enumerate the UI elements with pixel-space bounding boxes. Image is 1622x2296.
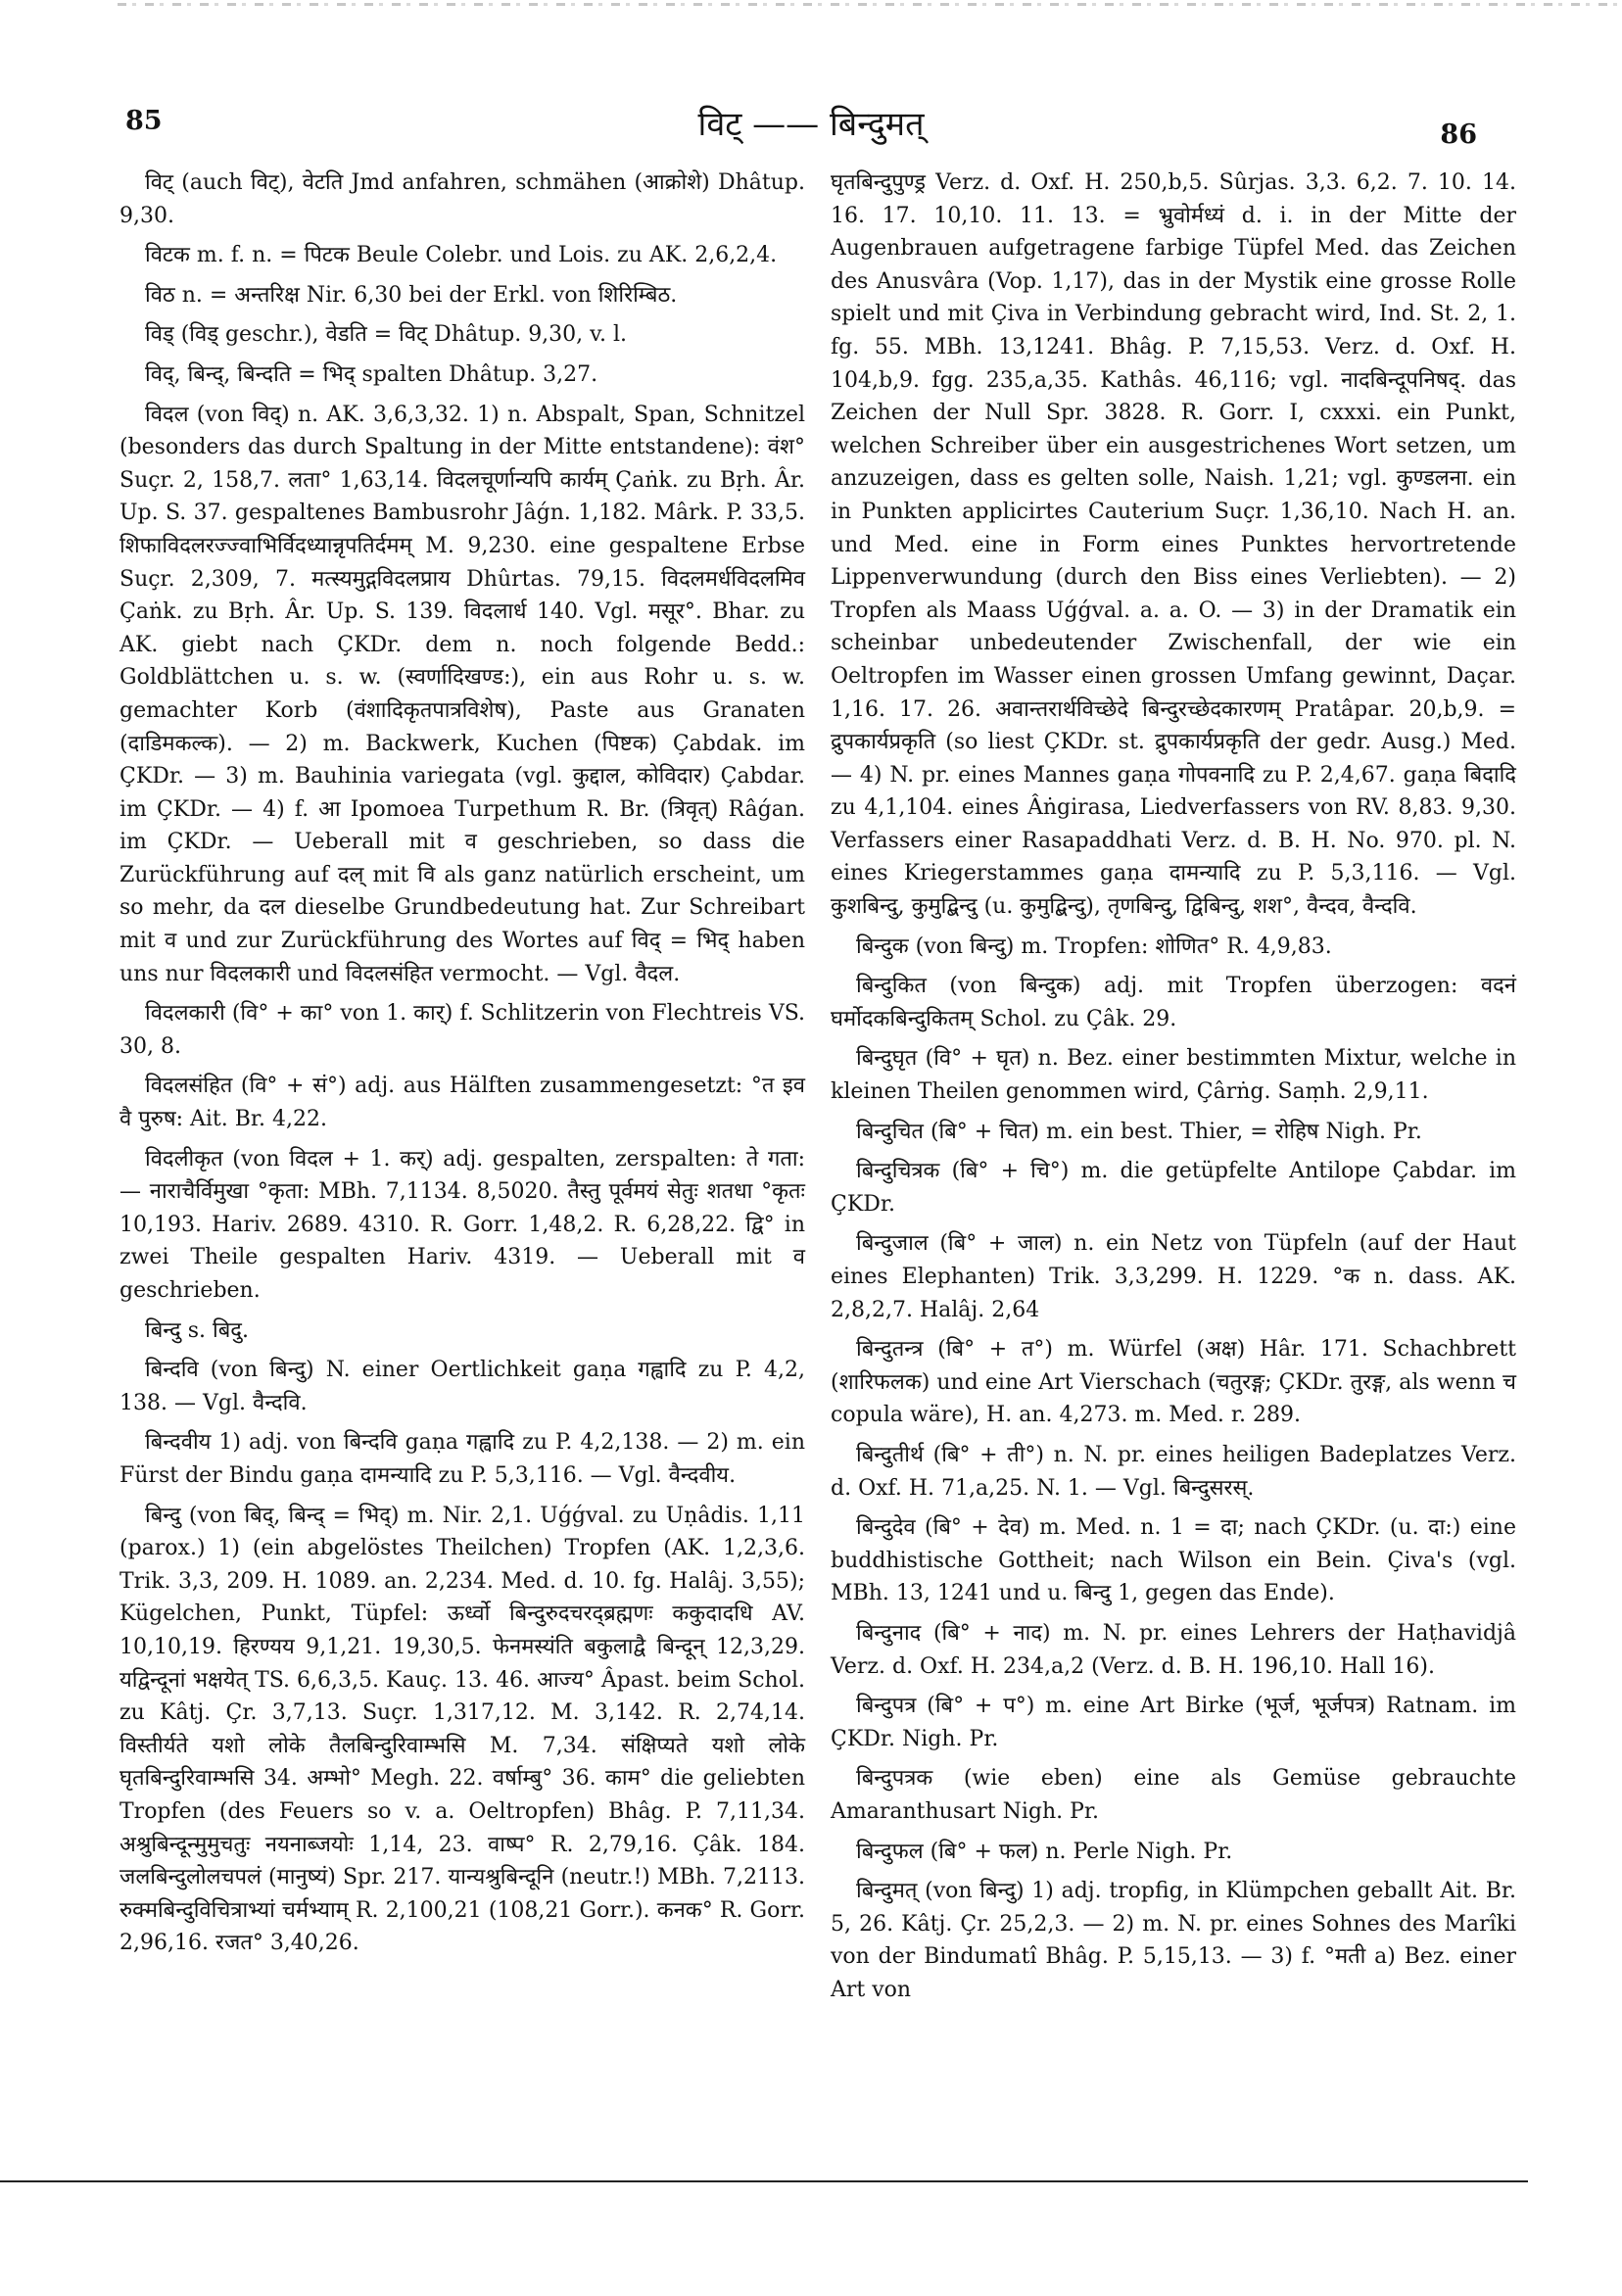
dictionary-entry: बिन्दुघृत (वि° + घृत) n. Bez. einer bestimmten Mixtur, welche in kleinen Theilen genommen wird, Çârṅg. Saṃh. 2,9,11. bbox=[831, 1046, 1516, 1105]
dictionary-entry: विठ n. = अन्तरिक्ष Nir. 6,30 bei der Erkl. von शिरिम्बिठ. bbox=[145, 282, 678, 308]
dictionary-entry: बिन्दुपत्र (बि° + प°) m. eine Art Birke (भूर्ज, भूर्जपत्र) Ratnam. im ÇKDr. Nigh. Pr. bbox=[831, 1694, 1516, 1751]
dictionary-entry: बिन्दवीय 1) adj. von बिन्दवि gaṇa गह्वादि zu P. 4,2,138. — 2) m. ein Fürst der Bindu gaṇa दामन्यादि zu P. 5,3,116. — Vgl. वैन्दवीय. bbox=[119, 1430, 805, 1488]
dictionary-entry: बिन्दुदेव (बि° + देव) m. Med. n. 1 = दा; nach ÇKDr. (u. दा:) eine buddhistische Gottheit; nach Wilson ein Bein. Çiva's (vgl. MBh. 13, 1241 und u. बिन्दु 1, gegen das Ende). bbox=[831, 1515, 1516, 1606]
dictionary-entry: बिन्दुजाल (बि° + जाल) n. ein Netz von Tüpfeln (auf der Haut eines Elephanten) Trik. 3,3,299. H. 1229. °क n. dass. AK. 2,8,2,7. Halâj. 2,64 bbox=[831, 1231, 1516, 1322]
dictionary-entry: घृतबिन्दुपुण्ड्र Verz. d. Oxf. H. 250,b,5. Sûrjas. 3,3. 6,2. 7. 10. 14. 16. 17. 10,10. 11. 13. = भ्रुवोर्मध्यं d. i. in der Mitte der Augenbrauen aufgetragene farbige Tüpfel Med. das Zeichen des Anusvâra (Vop. 1,17), das in der Mystik eine grosse Rolle spielt und mit Çiva in Verbindung gebracht wird, Ind. St. 2, 1. fg. 55. MBh. 13,1241. Bhâg. P. 7,15,53. Verz. d. Oxf. H. 104,b,9. fgg. 235,a,35. Kathâs. 46,116; vgl. नादबिन्दूपनिषद्. das Zeichen der Null Spr. 3828. R. Gorr. I, cxxxi. ein Punkt, welchen Schreiber über ein ausgestrichenes Wort setzen, um anzuzeigen, dass es gelten solle, Naish. 1,21; vgl. कुण्डलना. ein in Punkten applicirtes Cauterium Suçr. 1,36,10. Nach H. an. und Med. eine in Form eines Punktes hervortretende Lippenverwundung (durch den Biss eines Verliebten). — 2) Tropfen als Maass Uǵǵval. a. a. O. — 3) in der Dramatik ein scheinbar unbedeutender Zwischenfall, der wie ein Oeltropfen im Wasser einen grossen Umfang gewinnt, Daçar. 1,16. 17. 26. अवान्तरार्थविच्छेदे बिन्दुरच्छेदकारणम् Pratâpar. 20,b,9. = द्रुपकार्यप्रकृति (so liest ÇKDr. st. द्रुपकार्यप्रकृति der gedr. Ausg.) Med. — 4) N. pr. eines Mannes gaṇa गोपवनादि zu P. 2,4,67. gaṇa बिदादि zu 4,1,104. eines Âṅgirasa, Liedverfassers von RV. 8,83. 9,30. Verfassers einer Rasapaddhati Verz. d. B. H. No. 970. pl. N. eines Kriegerstammes gaṇa दामन्यादि zu P. 5,3,116. — Vgl. कुशबिन्दु, कुमुद्बिन्दु (u. कुमुद्बिन्दु), तृणबिन्दु, द्विबिन्दु, शश°, वैन्दव, वैन्दवि. bbox=[831, 170, 1516, 920]
dictionary-entry: बिन्दुचित (बि° + चित) m. ein best. Thier, = रोहिष Nigh. Pr. bbox=[856, 1119, 1422, 1144]
dictionary-entry: बिन्दुकित (von बिन्दुक) adj. mit Tropfen überzogen: वदनं घर्मोदकबिन्दुकितम् Schol. zu Çâk. 29. bbox=[831, 974, 1516, 1031]
page-number-right: 86 bbox=[1440, 120, 1477, 150]
dictionary-entry: विड् (विड् geschr.), वेडति = विट् Dhâtup. 9,30, v. l. bbox=[145, 322, 627, 348]
running-head: विट् —— बिन्दुमत् bbox=[697, 105, 925, 144]
dictionary-entry: बिन्दुक (von बिन्दु) m. Tropfen: शोणित° R. 4,9,83. bbox=[856, 933, 1332, 959]
bottom-rule bbox=[0, 2180, 1528, 2182]
right-column bbox=[831, 167, 1516, 2013]
dictionary-entry: विदल (von विद्) n. AK. 3,6,3,32. 1) n. Abspalt, Span, Schnitzel (besonders das durch Spaltung in der Mitte entstandene): वंश° Suçr. 2, 158,7. लता° 1,63,14. विदलचूर्णान्यपि कार्यम् Çaṅk. zu Bṛh. Âr. Up. S. 37. gespaltenes Bambusrohr Jâǵn. 1,182. Mârk. P. 33,5. शिफाविदलरज्ज्वाभिर्विदध्यान्नृपतिर्दमम् M. 9,230. eine gespaltene Erbse Suçr. 2,309, 7. मत्स्यमुद्गविदलप्राय Dhûrtas. 79,15. विदलमर्धविदलमिव Çaṅk. zu Bṛh. Âr. Up. S. 139. विदलार्ध 140. Vgl. मसूर°. Bhar. zu AK. giebt nach ÇKDr. dem n. noch folgende Bedd.: Goldblättchen u. s. w. (स्वर्णादिखण्ड:), ein aus Rohr u. s. w. gemachter Korb (वंशादिकृतपात्रविशेष), Paste aus Granaten (दाडिमकल्क). — 2) m. Backwerk, Kuchen (पिष्टक) Çabdak. im ÇKDr. — 3) m. Bauhinia variegata (vgl. कुद्दाल, कोविदार) Çabdar. im ÇKDr. — 4) f. आ Ipomoea Turpethum R. Br. (त्रिवृत्) Râǵan. im ÇKDr. — Ueberall mit व geschrieben, so dass die Zurückführung auf दल् mit वि als ganz natürlich erscheint, um so mehr, da दल dieselbe Grundbedeutung hat. Zur Schreibart mit व und zur Zurückführung des Wortes auf विद् = भिद् haben uns nur विदलकारी und विदलसंहित vermocht. — Vgl. वैदल. bbox=[119, 402, 805, 986]
dictionary-entry: बिन्दुचित्रक (बि° + चि°) m. die getüpfelte Antilope Çabdar. im ÇKDr. bbox=[831, 1159, 1516, 1217]
dictionary-entry: बिन्दुफल (बि° + फल) n. Perle Nigh. Pr. bbox=[856, 1839, 1233, 1864]
dictionary-entry: विट् (auch विट्), वेटति Jmd anfahren, schmähen (आक्रोशे) Dhâtup. 9,30. bbox=[119, 170, 805, 228]
dictionary-entry: बिन्दुतन्त्र (बि° + त°) m. Würfel (अक्ष) Hâr. 171. Schachbrett (शारिफलक) und eine Art Vierschach (चतुरङ्ग; ÇKDr. तुरङ्ग, als wenn च copula wäre), H. an. 4,273. m. Med. r. 289. bbox=[831, 1337, 1516, 1428]
dictionary-entry: विद्, बिन्द्, बिन्दति = भिद् spalten Dhâtup. 3,27. bbox=[145, 361, 598, 387]
dictionary-entry: बिन्दु s. बिदु. bbox=[145, 1317, 249, 1343]
left-column bbox=[119, 167, 805, 1967]
dictionary-entry: बिन्दु (von बिद्, बिन्द् = भिद्) m. Nir. 2,1. Uǵǵval. zu Uṇâdis. 1,11 (parox.) 1) (ein abgelöstes Theilchen) Tropfen (AK. 1,2,3,6. Trik. 3,3, 209. H. 1089. an. 2,234. Med. d. 10. fg. Halâj. 3,55); Kügelchen, Punkt, Tüpfel: ऊर्ध्वो बिन्दुरुदचरद्ब्रह्मणः ककुदादधि AV. 10,10,19. हिरण्यय 9,1,21. 19,30,5. फेनमस्यंति बकुलाद्वै बिन्दून् 12,3,29. यद्विन्दूनां भक्षयेत् TS. 6,6,3,5. Kauç. 13. 46. आज्य° Âpast. beim Schol. zu Kâtj. Çr. 3,7,13. Suçr. 1,317,12. M. 3,142. R. 2,74,14. विस्तीर्यते यशो लोके तैलबिन्दुरिवाम्भसि M. 7,34. संक्षिप्यते यशो लोके घृतबिन्दुरिवाम्भसि 34. अम्भो° Megh. 22. वर्षाम्बु° 36. काम° die geliebten Tropfen (des Feuers so v. a. Oeltropfen) Bhâg. P. 7,11,34. अश्रुबिन्दून्मुमुचतुः नयनाब्जयोः 1,14, 23. वाष्प° R. 2,79,16. Çâk. 184. जलबिन्दुलोलचपलं (मानुष्यं) Spr. 217. यान्यश्रुबिन्दूनि (neutr.!) MBh. 7,2113. रुक्मबिन्दुविचित्राभ्यां चर्मभ्याम् R. 2,100,21 (108,21 Gorr.). कनक° R. Gorr. 2,96,16. रजत° 3,40,26. bbox=[119, 1503, 805, 1956]
dictionary-entry: बिन्दुतीर्थ (बि° + ती°) n. N. pr. eines heiligen Badeplatzes Verz. d. Oxf. H. 71,a,25. N. 1. — Vgl. बिन्दुसरस्. bbox=[831, 1442, 1516, 1501]
dictionary-entry: बिन्दुपत्रक (wie eben) eine als Gemüse gebrauchte Amaranthusart Nigh. Pr. bbox=[831, 1766, 1516, 1824]
page-number-left: 85 bbox=[125, 106, 163, 136]
dictionary-entry: विदलकारी (वि° + का° von 1. कार्) f. Schlitzerin von Flechtreis VS. 30, 8. bbox=[119, 1001, 805, 1059]
dictionary-entry: विदलीकृत (von विदल + 1. कर्) adj. gespalten, zerspalten: ते गता: — नाराचैर्विमुखा °कृता: MBh. 7,1134. 8,5020. तैस्तु पूर्वमयं सेतुः शतधा °कृतः 10,193. Hariv. 2689. 4310. R. Gorr. 1,48,2. R. 6,28,22. द्वि° in zwei Theile gespalten Hariv. 4319. — Ueberall mit व geschrieben. bbox=[119, 1146, 805, 1303]
dictionary-entry: बिन्दुनाद (बि° + नाद) m. N. pr. eines Lehrers der Haṭhavidjâ Verz. d. Oxf. H. 234,a,2 (Verz. d. B. H. 196,10. Hall 16). bbox=[831, 1620, 1516, 1679]
scan-edge bbox=[118, 3, 1622, 6]
dictionary-entry: विदलसंहित (वि° + सं°) adj. aus Hälften zusammengesetzt: °त इव वै पुरुष: Ait. Br. 4,22. bbox=[119, 1074, 805, 1132]
dictionary-entry: बिन्दवि (von बिन्दु) N. einer Oertlichkeit gaṇa गह्वादि zu P. 4,2, 138. — Vgl. वैन्दवि. bbox=[119, 1358, 805, 1415]
dictionary-entry: विटक m. f. n. = पिटक Beule Colebr. und Lois. zu AK. 2,6,2,4. bbox=[145, 243, 778, 268]
dictionary-entry: बिन्दुमत् (von बिन्दु) 1) adj. tropfig, in Klümpchen geballt Ait. Br. 5, 26. Kâtj. Çr. 25,2,3. — 2) m. N. pr. eines Sohnes des Marîki von der Bindumatî Bhâg. P. 5,15,13. — 3) f. °मती a) Bez. einer Art von bbox=[831, 1879, 1516, 2002]
